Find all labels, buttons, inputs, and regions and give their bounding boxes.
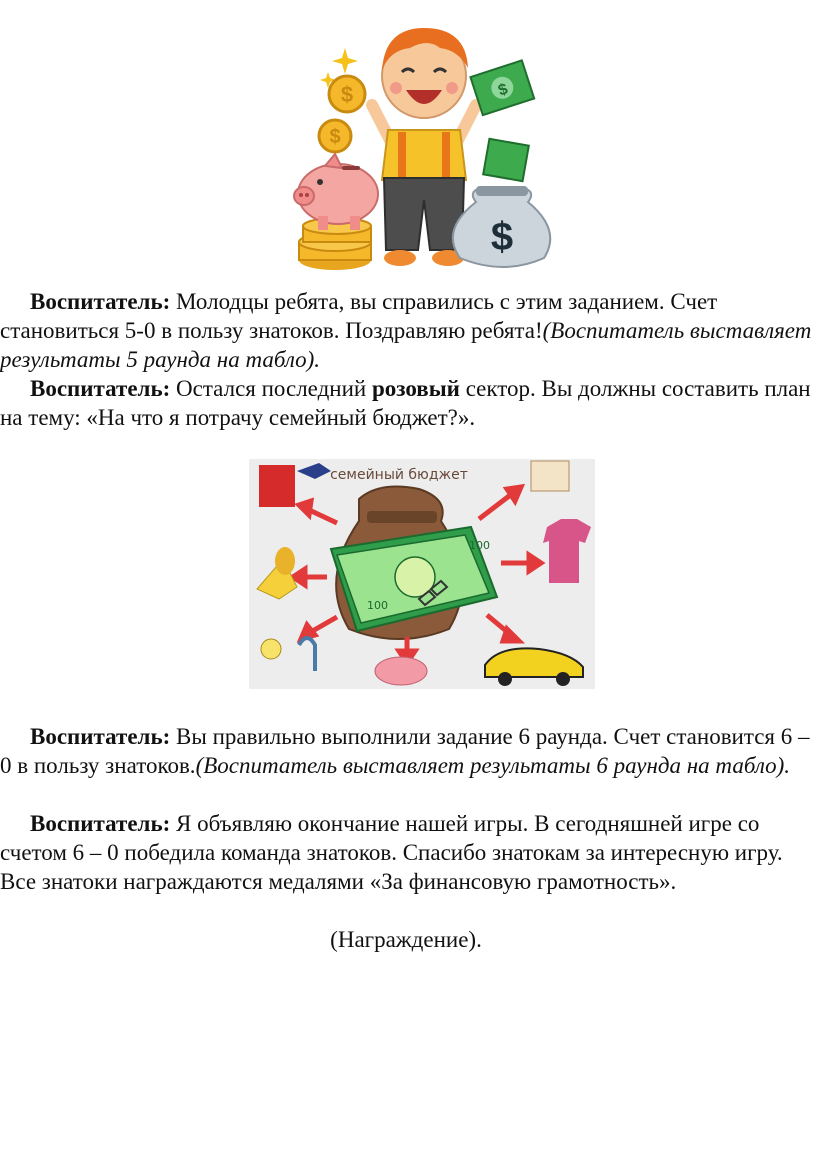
paragraph-text: Я объявляю окончание нашей игры. В сегодняшней игре со счетом 6 – 0 победила команда знатоков. Спасибо знатокам за интересную игру. Все знатоки награждаются медалями «За финансовую грамотность». <box>0 811 783 894</box>
book-icon <box>259 465 295 507</box>
speaker-label: Воспитатель: <box>30 724 171 749</box>
stage-direction: (Воспитатель выставляет результаты 5 раунда на табло). <box>0 318 812 372</box>
paragraph-text: Остался последний <box>170 376 372 401</box>
paragraph-text: Вы правильно выполнили задание 6 раунда. Счет становится 6 – 0 в пользу знатоков. <box>0 724 810 778</box>
paragraph-text: сектор. Вы должны составить план на тему: «На что я потрачу семейный бюджет?». <box>0 376 811 430</box>
paragraph-4 <box>0 809 812 896</box>
speaker-label: Воспитатель: <box>30 376 171 401</box>
svg-text:100: 100 <box>367 599 388 612</box>
svg-text:$: $ <box>340 82 354 107</box>
paragraph-1 <box>0 287 812 374</box>
closing-note: (Награждение). <box>330 927 482 952</box>
paragraph-text: Молодцы ребята, вы справились с этим заданием. Счет становиться 5-0 в пользу знатоков. Поздравляю ребята! <box>0 289 718 343</box>
coin-stack-icon <box>299 218 371 270</box>
svg-text:$: $ <box>496 80 510 100</box>
money-bag-icon <box>453 139 550 267</box>
family-budget-drawing <box>249 459 595 689</box>
drawing-title: семейный бюджет <box>330 467 468 483</box>
speaker-label: Воспитатель: <box>30 289 171 314</box>
piggy-icon <box>375 657 427 685</box>
stage-direction: (Воспитатель выставляет результаты 6 раунда на табло). <box>195 753 791 778</box>
medicine-icon <box>531 461 569 491</box>
speaker-label: Воспитатель: <box>30 811 171 836</box>
svg-text:100: 100 <box>469 539 490 552</box>
lightbulb-icon <box>261 639 281 659</box>
paragraph-3 <box>0 722 812 780</box>
pineapple-icon <box>275 547 295 575</box>
piggy-bank-icon <box>294 154 378 230</box>
svg-text:$: $ <box>329 126 341 148</box>
highlight-word: розовый <box>371 376 460 401</box>
banknote-icon <box>470 60 534 115</box>
paragraph-2 <box>0 374 812 432</box>
svg-text:$: $ <box>490 215 514 259</box>
boy-with-money-illustration <box>290 10 560 272</box>
